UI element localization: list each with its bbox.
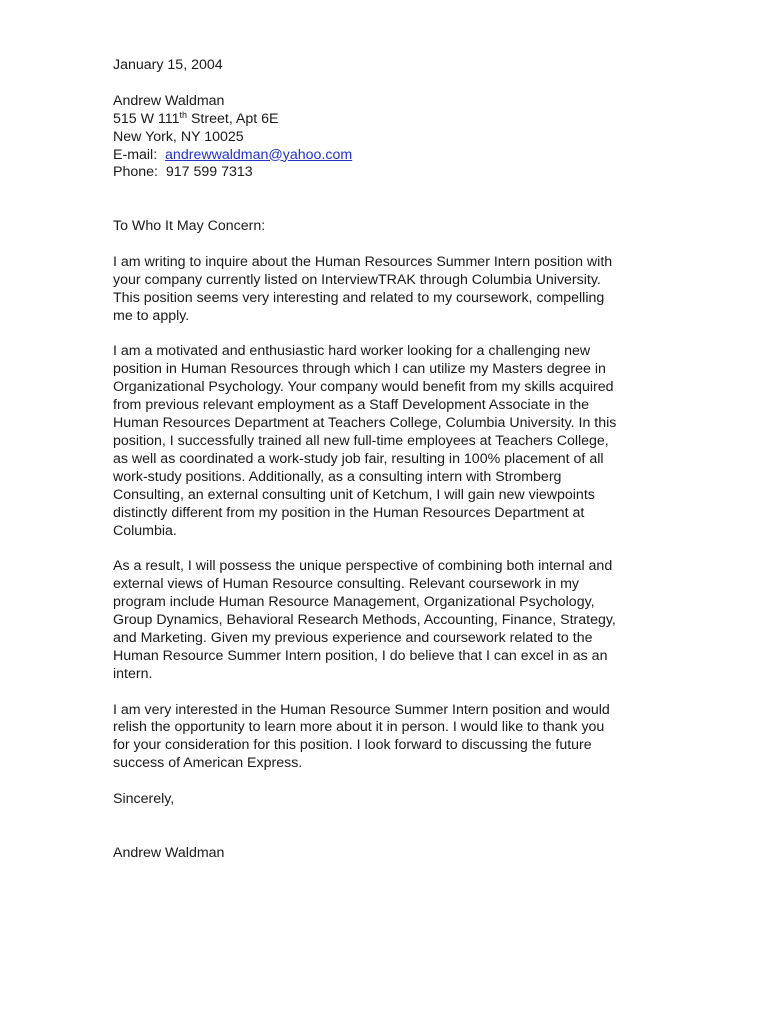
paragraph-line: I am a motivated and enthusiastic hard worker looking for a challenging new [113,343,591,360]
paragraph-line: and Marketing. Given my previous experience and coursework related to the [113,629,593,646]
paragraph-line: position in Human Resources through which I can utilize my Masters degree in [113,361,606,378]
paragraph-line: This position seems very interesting and related to my coursework, compelling [113,289,605,306]
paragraph-line: your company currently listed on InterviewTRAK through Columbia University. [113,271,601,288]
salutation: To Who It May Concern: [113,218,266,235]
sender-name: Andrew Waldman [113,92,225,109]
paragraph-line: intern. [113,665,153,682]
signature: Andrew Waldman [113,844,225,861]
paragraph-line: distinctly different from my position in the Human Resources Department at [113,504,585,521]
paragraph-line: Human Resource Summer Intern position, I do believe that I can excel in as an [113,647,608,664]
paragraph-line: Organizational Psychology. Your company would benefit from my skills acquired [113,379,614,396]
paragraph-line: as well as coordinated a work-study job fair, resulting in 100% placement of all [113,450,604,467]
paragraph-line: relish the opportunity to learn more about it in person. I would like to thank you [113,719,605,736]
body-paragraph [113,702,653,774]
phone-number: 917 599 7313 [165,164,253,181]
sender-phone-line [113,164,653,182]
letter-page [113,57,653,863]
closing: Sincerely, [113,791,175,808]
paragraph-line: I am writing to inquire about the Human Resources Summer Intern position with [113,253,613,270]
street-ordinal-suffix: th [179,109,188,120]
paragraph-line: Group Dynamics, Behavioral Research Methods, Accounting, Finance, Strategy, [113,612,616,629]
paragraph-line: Human Resources Department at Teachers College, Columbia University. In this [113,415,617,432]
body-paragraph [113,343,653,540]
spacer [113,182,653,218]
letter-body [113,254,653,773]
paragraph-line: program include Human Resource Management, Organizational Psychology, [113,594,595,611]
sender-city: New York, NY 10025 [113,128,244,145]
sender-email-line [113,147,653,165]
paragraph-line: As a result, I will possess the unique perspective of combining both internal and [113,558,613,575]
letter-date: January 15, 2004 [113,57,223,73]
email-link[interactable]: andrewwaldman@yahoo.com [165,146,353,163]
paragraph-line: Columbia. [113,522,177,539]
paragraph-line: position, I successfully trained all new full-time employees at Teachers College, [113,432,609,449]
sender-street [113,111,653,129]
paragraph-line: work-study positions. Additionally, as a consulting intern with Stromberg [113,468,562,485]
body-paragraph [113,558,653,683]
street-suffix: Street, Apt 6E [187,110,279,127]
paragraph-line: external views of Human Resource consulting. Relevant coursework in my [113,576,580,593]
street-prefix: 515 W 111 [113,110,180,127]
paragraph-line: me to apply. [113,307,190,324]
paragraph-line: from previous relevant employment as a Staff Development Associate in the [113,397,590,414]
paragraph-line: for your consideration for this position. I look forward to discussing the future [113,737,592,754]
phone-label: Phone: [113,164,158,181]
paragraph-line: I am very interested in the Human Resource Summer Intern position and would [113,701,610,718]
body-paragraph [113,254,653,326]
paragraph-line: success of American Express. [113,755,303,772]
sender-address-block [113,93,653,183]
paragraph-line: Consulting, an external consulting unit of Ketchum, I will gain new viewpoints [113,486,595,503]
email-label: E-mail: [113,146,158,163]
